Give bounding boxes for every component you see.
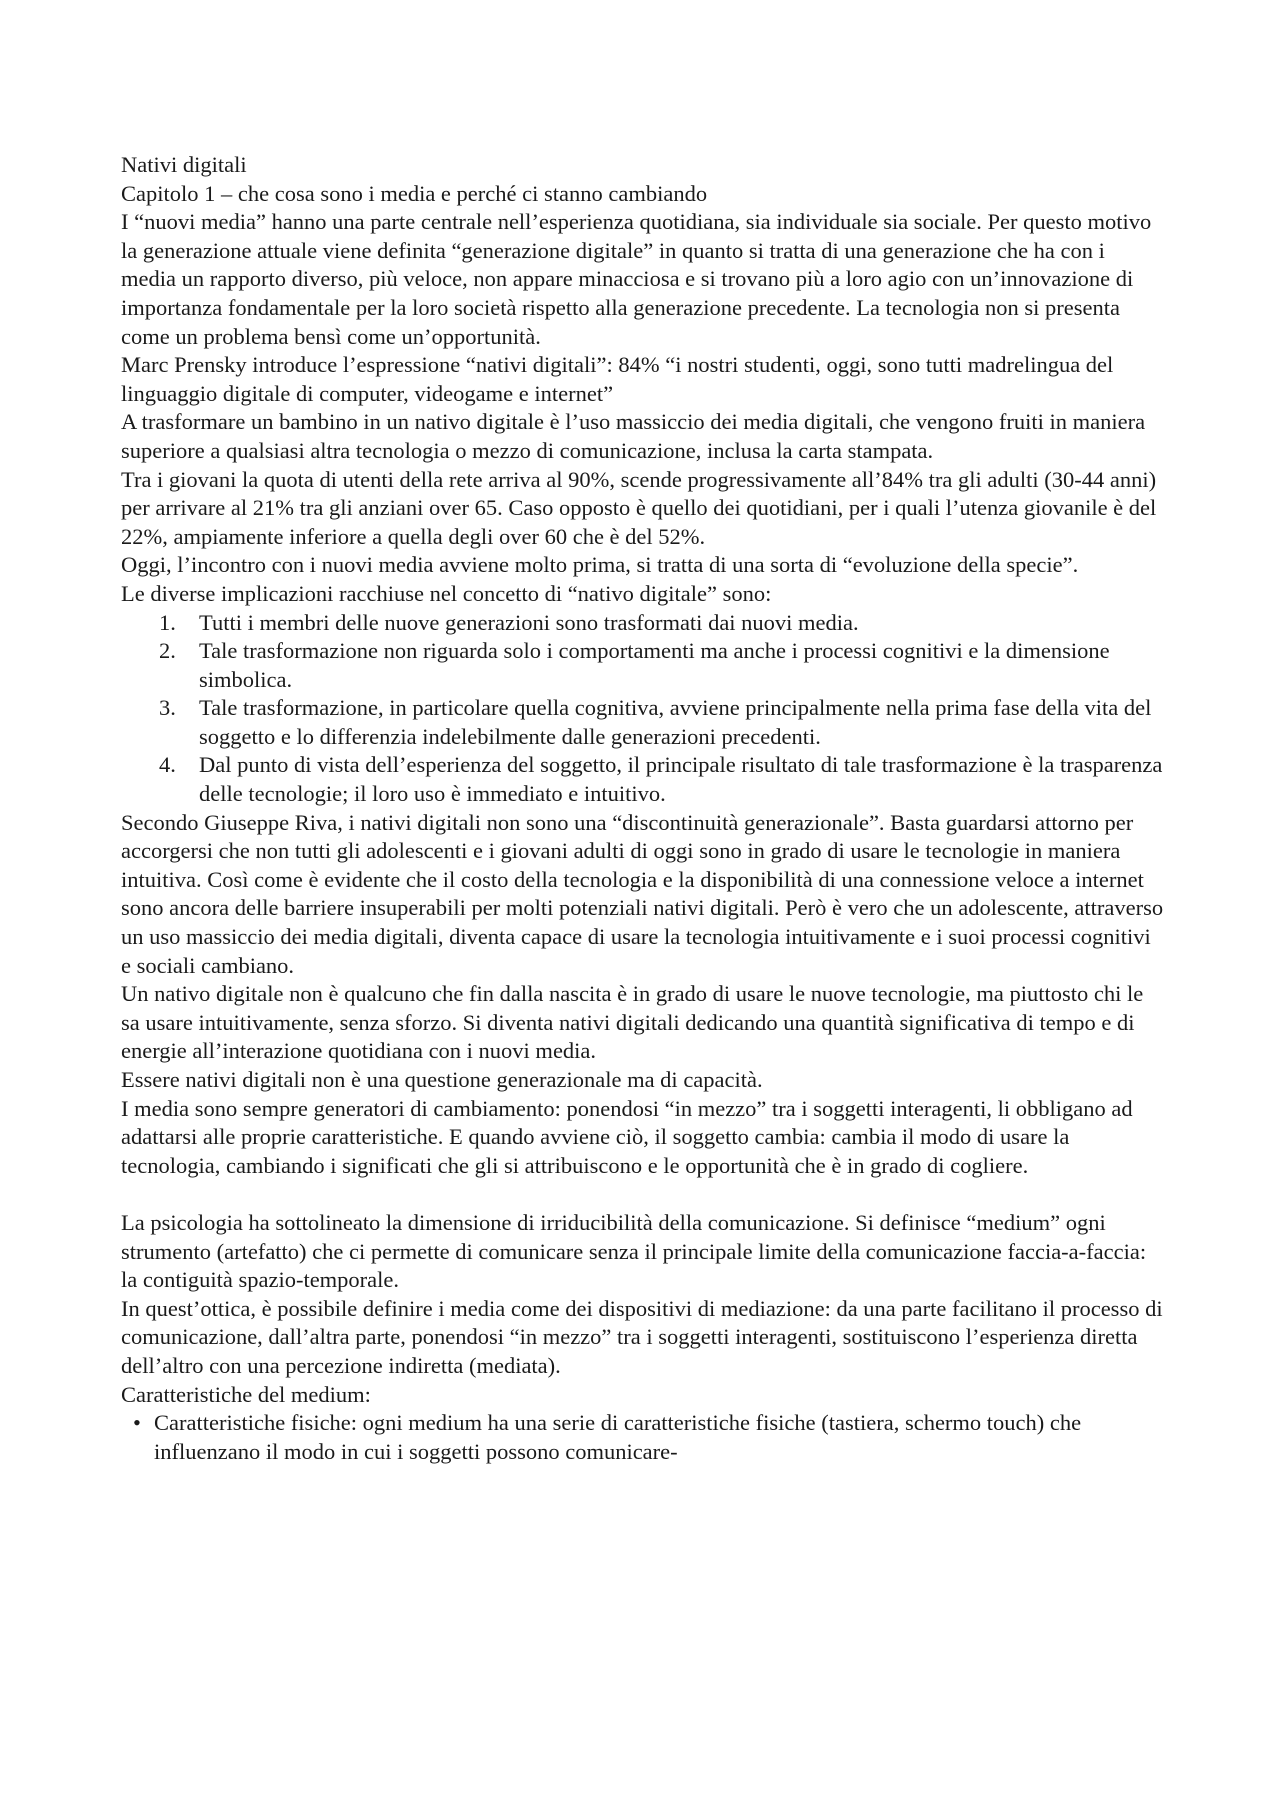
paragraph: Tra i giovani la quota di utenti della rete arriva al 90%, scende progressivamente all’84% tra gli adulti (30-44 anni) per arrivare al 21% tra gli anziani over 65. Caso opposto è quello dei quotidiani, per i quali l’utenza giovanile è del 22%, ampiamente inferiore a quella degli over 60 che è del 52%. bbox=[121, 466, 1157, 549]
list-number: 1. bbox=[159, 609, 176, 635]
list-number: 4. bbox=[159, 752, 176, 778]
document-page bbox=[121, 151, 1165, 1466]
medium-features-list bbox=[121, 1409, 1165, 1466]
list-item-text: Dal punto di vista dell’esperienza del soggetto, il principale risultato di tale trasformazione è la trasparenza delle tecnologie; il loro uso è immediato e intuitivo. bbox=[199, 752, 1163, 807]
list-item-text: Caratteristiche fisiche: ogni medium ha una serie di caratteristiche fisiche (tastiera, schermo touch) che influenzano il modo in cui i soggetti possono comunicare- bbox=[154, 1410, 1082, 1464]
list-number: 3. bbox=[159, 695, 176, 721]
paragraph: Secondo Giuseppe Riva, i nativi digitali non sono una “discontinuità generazionale”. Basta guardarsi attorno per accorgersi che non tutti gli adolescenti e i giovani adulti di oggi sono in grado di usare le tecnologie in maniera intuitiva. Così come è evidente che il costo della tecnologia e la disponibilità di una connessione veloce a internet sono ancora delle barriere insuperabili per molti potenziali nativi digitali. Però è vero che un adolescente, attraverso un uso massiccio dei media digitali, diventa capace di usare la tecnologia intuitivamente e i suoi processi cognitivi e sociali cambiano. bbox=[121, 809, 1164, 978]
paragraph: Oggi, l’incontro con i nuovi media avviene molto prima, si tratta di una sorta di “evoluzione della specie”. bbox=[121, 552, 1079, 578]
list-item-text: Tutti i membri delle nuove generazioni sono trasformati dai nuovi media. bbox=[199, 609, 859, 635]
list-item bbox=[121, 1409, 1165, 1466]
paragraph: Un nativo digitale non è qualcuno che fin dalla nascita è in grado di usare le nuove tecnologie, ma piuttosto chi le sa usare intuitivamente, senza sforzo. Si diventa nativi digitali dedicando una quantità significativa di tempo e di energie all’interazione quotidiana con i nuovi media. bbox=[121, 981, 1144, 1064]
paragraph: Essere nativi digitali non è una questione generazionale ma di capacità. bbox=[121, 1067, 763, 1092]
list-item-text: Tale trasformazione, in particolare quella cognitiva, avviene principalmente nella prima fase della vita del soggetto e lo differenzia indelebilmente dalle generazioni precedenti. bbox=[199, 695, 1152, 749]
list-item bbox=[121, 609, 1165, 638]
paragraph: I “nuovi media” hanno una parte centrale nell’esperienza quotidiana, sia individuale sia sociale. Per questo motivo la generazione attuale viene definita “generazione digitale” in quanto si tratta di una generazione che ha con i media un rapporto diverso, più veloce, non appare minacciosa e si trovano più a loro agio con un’innovazione di importanza fondamentale per la loro società rispetto alla generazione precedente. La tecnologia non si presenta come un problema bensì come un’opportunità. bbox=[121, 209, 1152, 349]
paragraph: A trasformare un bambino in un nativo digitale è l’uso massiccio dei media digitali, che vengono fruiti in maniera superiore a qualsiasi altra tecnologia o mezzo di comunicazione, inclusa la carta stampata. bbox=[121, 409, 1146, 463]
paragraph: La psicologia ha sottolineato la dimensione di irriducibilità della comunicazione. Si definisce “medium” ogni strumento (artefatto) che ci permette di comunicare senza il principale limite della comunicazione faccia-a-faccia: la contiguità spazio-temporale. bbox=[121, 1209, 1147, 1293]
section-label: Caratteristiche del medium: bbox=[121, 1381, 371, 1407]
list-item bbox=[121, 751, 1165, 808]
chapter-heading: Capitolo 1 – che cosa sono i media e perché ci stanno cambiando bbox=[121, 180, 708, 206]
list-item-text: Tale trasformazione non riguarda solo i comportamenti ma anche i processi cognitivi e la dimensione simbolica. bbox=[199, 638, 1110, 692]
list-item bbox=[121, 694, 1165, 751]
paragraph: In quest’ottica, è possibile definire i media come dei dispositivi di mediazione: da una parte facilitano il processo di comunicazione, dall’altra parte, ponendosi “in mezzo” tra i soggetti interagenti, sostituiscono l’esperienza diretta dell’altro con una percezione indiretta (mediata). bbox=[121, 1295, 1163, 1378]
list-number: 2. bbox=[159, 638, 176, 664]
document-title: Nativi digitali bbox=[121, 152, 247, 177]
blank-line bbox=[121, 1180, 1165, 1209]
bullet-icon: • bbox=[133, 1410, 141, 1436]
paragraph: Le diverse implicazioni racchiuse nel concetto di “nativo digitale” sono: bbox=[121, 580, 772, 606]
paragraph: I media sono sempre generatori di cambiamento: ponendosi “in mezzo” tra i soggetti interagenti, li obbligano ad adattarsi alle proprie caratteristiche. E quando avviene ciò, il soggetto cambia: cambia il modo di usare la tecnologia, cambiando i significati che gli si attribuiscono e le opportunità che è in grado di cogliere. bbox=[121, 1095, 1133, 1178]
paragraph: Marc Prensky introduce l’espressione “nativi digitali”: 84% “i nostri studenti, oggi, sono tutti madrelingua del linguaggio digitale di computer, videogame e internet” bbox=[121, 352, 1114, 406]
list-item bbox=[121, 637, 1165, 694]
implications-list bbox=[121, 609, 1165, 809]
